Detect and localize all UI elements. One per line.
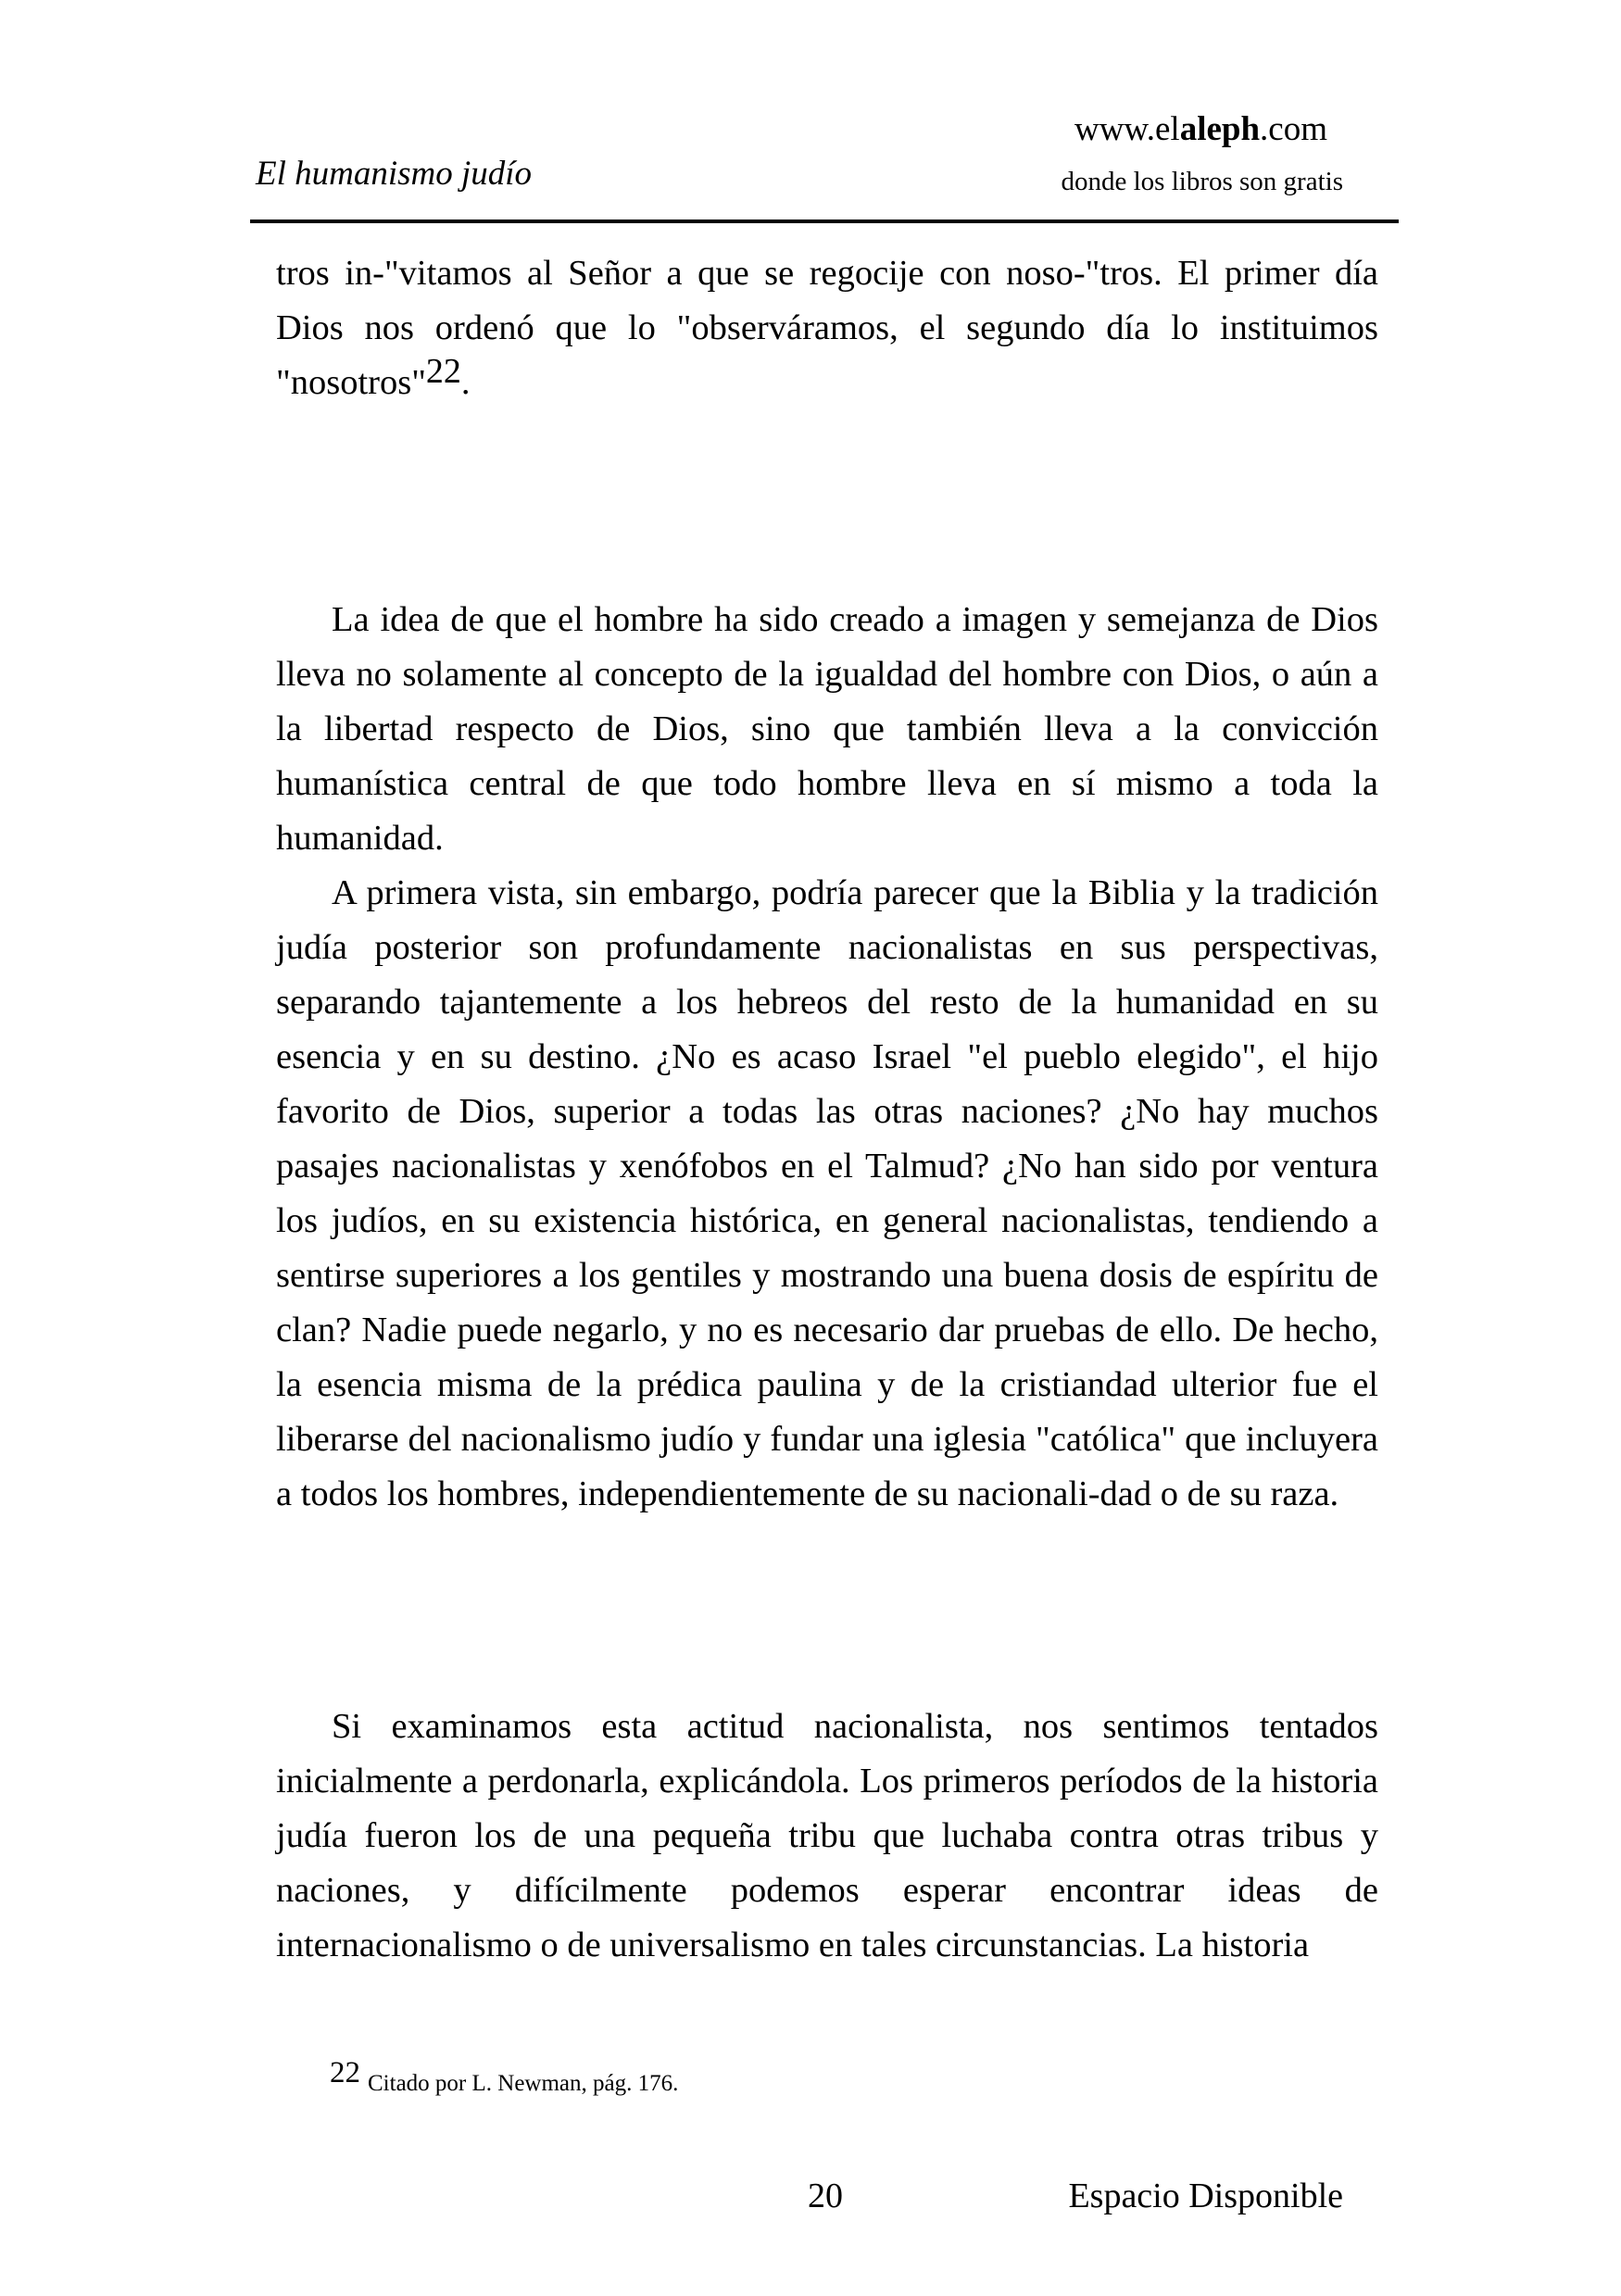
footnote bbox=[330, 2056, 679, 2097]
paragraph-continued bbox=[276, 246, 1378, 410]
paragraph: La idea de que el hombre ha sido creado a imagen y semejanza de Dios lleva no solamente al concepto de la igualdad del hombre con Dios, o aún a la libertad respecto de Dios, sino que también lleva a la convicción humanística central de que todo hombre lleva en sí mismo a toda la humanidad. bbox=[276, 600, 1378, 858]
footnote-text: Citado por L. Newman, pág. 176. bbox=[368, 2071, 679, 2096]
header-divider bbox=[250, 220, 1399, 223]
body-text-top bbox=[276, 246, 1378, 410]
footer-note: Espacio Disponible bbox=[1068, 2177, 1343, 2215]
paragraph: Si examinamos esta actitud nacionalista, nos sentimos tentados inicialmente a perdonarla, explicándola. Los primeros períodos de la historia judía fueron los de una pequeña tribu que luchaba contra otras tribus y naciones, y difícilmente podemos esperar encontrar ideas de internacionalismo o de universalismo en tales circunstancias. La historia bbox=[276, 1707, 1378, 1964]
page-number: 20 bbox=[808, 2177, 843, 2215]
site-brand: aleph bbox=[1179, 110, 1261, 148]
paragraph-trailing: . bbox=[460, 363, 471, 402]
body-text-middle bbox=[276, 593, 1378, 1522]
body-text-bottom bbox=[276, 1700, 1378, 1973]
paragraph-text: tros in-"vitamos al Señor a que se regocije con noso-"tros. El primer día Dios nos ordenó que lo "observáramos, el segundo día lo instituimos "nosotros" bbox=[276, 254, 1378, 402]
paragraph: A primera vista, sin embargo, podría parecer que la Biblia y la tradición judía posterior son profundamente nacionalistas en sus perspectivas, separando tajantemente a los hebreos del resto de la humanidad en su esencia y en su destino. ¿No es acaso Israel "el pueblo elegido", el hijo favorito de Dios, superior a todas las otras naciones? ¿No hay muchos pasajes nacionalistas y xenófobos en el Talmud? ¿No han sido por ventura los judíos, en su existencia histórica, en general nacionalistas, tendiendo a sentirse superiores a los gentiles y mostrando una buena dosis de espíritu de clan? Nadie puede negarlo, y no es necesario dar pruebas de ello. De hecho, la esencia misma de la prédica paulina y de la cristiandad ulterior fue el liberarse del nacionalismo judío y fundar una iglesia "católica" que incluyera a todos los hombres, independientemente de su nacionali-dad o de su raza. bbox=[276, 873, 1378, 1513]
site-suffix: .com bbox=[1260, 110, 1327, 148]
site-prefix: www.el bbox=[1074, 110, 1180, 148]
book-title: El humanismo judío bbox=[256, 155, 533, 193]
site-link[interactable] bbox=[1074, 109, 1327, 149]
site-tagline: donde los libros son gratis bbox=[1061, 167, 1343, 196]
footnote-number: 22 bbox=[330, 2056, 360, 2089]
footnote-reference[interactable]: 22 bbox=[425, 352, 461, 391]
